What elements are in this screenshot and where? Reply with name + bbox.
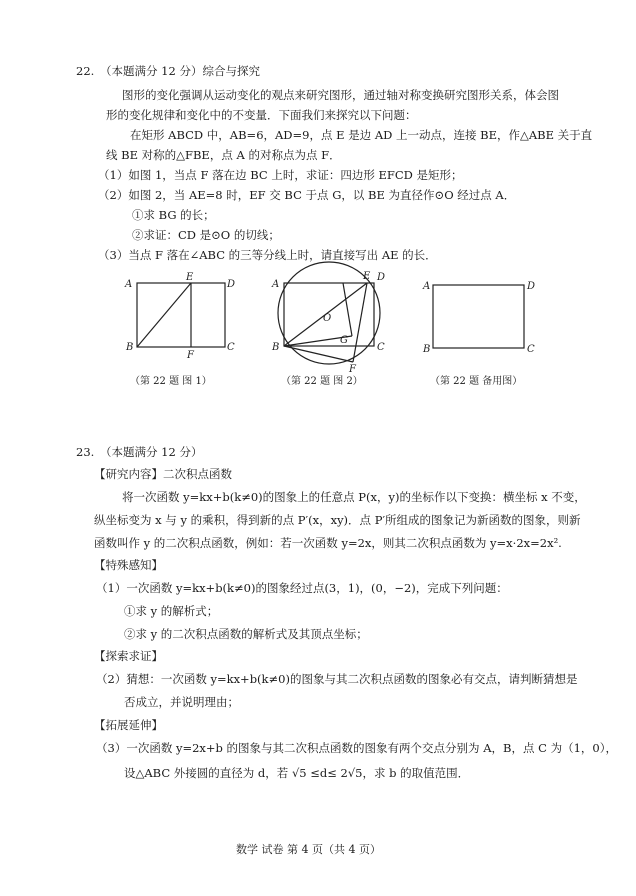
fig1-segment-be: [137, 283, 191, 347]
q22-part2-a: ①求 BG 的长；: [132, 208, 215, 222]
fig2-label-f: F: [349, 364, 356, 375]
q23-research-line1: 将一次函数 y=kx+b(k≠0)的图象上的任意点 P(x，y)的坐标作以下变换：横坐标 x 不变，: [122, 490, 586, 504]
q23-part1: （1）一次函数 y=kx+b(k≠0)的图象经过点(3，1)，(0，−2)，完成下列问题：: [96, 581, 508, 595]
fig2-segment-inner: [343, 283, 352, 336]
fig2-label-g: G: [340, 335, 348, 346]
fig2-segment-bf: [284, 346, 353, 362]
fig1-label-a: A: [125, 279, 133, 290]
fig2-label-o: O: [323, 313, 332, 324]
q22-intro-line1: 图形的变化强调从运动变化的观点来研究图形，通过轴对称变换研究图形关系，体会图: [122, 88, 559, 102]
q23-tag-research: 【研究内容】二次积点函数: [94, 467, 232, 481]
fig2-label-a: A: [272, 279, 280, 290]
figure-3: [433, 285, 524, 348]
q23-research-line3: 函数叫作 y 的二次积点函数，例如：若一次函数 y=2x，则其二次积点函数为 y=x·2x=2x².: [94, 536, 562, 550]
q22-part3: （3）当点 F 落在∠ABC 的三等分线上时，请直接写出 AE 的长．: [98, 248, 437, 262]
fig3-rectangle: [433, 285, 524, 348]
fig1-label-e: E: [186, 272, 194, 283]
fig2-caption: （第 22 题 图 2）: [281, 376, 363, 387]
fig3-caption: （第 22 题 备用图）: [430, 376, 523, 387]
fig3-label-b: B: [423, 344, 431, 355]
fig2-label-d: D: [377, 272, 386, 283]
q22-part2: （2）如图 2，当 AE=8 时，EF 交 BC 于点 G，以 BE 为直径作⊙O 经过点 A．: [98, 188, 516, 202]
fig1-rectangle: [137, 283, 225, 347]
fig3-label-c: C: [527, 344, 535, 355]
q22-setup-line1: 在矩形 ABCD 中，AB=6，AD=9，点 E 是边 AD 上一动点，连接 BE，作△ABE 关于直: [130, 128, 593, 142]
fig3-label-a: A: [423, 281, 431, 292]
fig1-label-b: B: [126, 342, 134, 353]
fig1-label-d: D: [227, 279, 236, 290]
figure-1: [137, 283, 225, 347]
q23-tag-explore: 【探索求证】: [94, 649, 163, 663]
q23-tag-extend: 【拓展延伸】: [94, 718, 163, 732]
fig2-label-e: E: [363, 271, 371, 282]
q23-part2-line2: 否成立，并说明理由；: [124, 695, 239, 709]
page-footer: 数学 试卷 第 4 页（共 4 页）: [236, 843, 381, 856]
q22-header: （本题满分 12 分）综合与探究: [100, 64, 260, 78]
q22-number: 22.: [76, 64, 95, 78]
q23-part1-a: ①求 y 的解析式；: [124, 604, 219, 618]
q22-setup-line2: 线 BE 对称的△FBE，点 A 的对称点为点 F．: [106, 148, 341, 162]
q22-part1: （1）如图 1，当点 F 落在边 BC 上时，求证：四边形 EFCD 是矩形；: [98, 168, 463, 182]
fig2-label-c: C: [377, 342, 385, 353]
fig3-label-d: D: [527, 281, 536, 292]
fig2-segment-ef: [353, 283, 367, 362]
q23-part3-line1: （3）一次函数 y=2x+b 的图象与其二次积点函数的图象有两个交点分别为 A，B，点 C 为（1，0），: [96, 741, 617, 755]
q23-number: 23.: [76, 445, 95, 459]
q23-research-line2: 纵坐标变为 x 与 y 的乘积，得到新的点 P′(x，xy)．点 P′所组成的图象记为新函数的图象，则新: [94, 513, 581, 527]
q23-part2-line1: （2）猜想：一次函数 y=kx+b(k≠0)的图象与其二次积点函数的图象必有交点，请判断猜想是: [96, 672, 578, 686]
q22-part2-b: ②求证：CD 是⊙O 的切线；: [132, 228, 280, 242]
q23-part1-b: ②求 y 的二次积点函数的解析式及其顶点坐标；: [124, 627, 368, 641]
fig1-label-c: C: [227, 342, 235, 353]
fig1-label-f: F: [187, 350, 194, 361]
fig1-caption: （第 22 题 图 1）: [130, 376, 212, 387]
q22-intro-line2: 形的变化规律和变化中的不变量．下面我们来探究以下问题：: [106, 108, 417, 122]
fig2-label-b: B: [272, 342, 280, 353]
q23-part3-line2: 设△ABC 外接圆的直径为 d，若 √5 ≤d≤ 2√5，求 b 的取值范围．: [124, 766, 470, 780]
q23-tag-special: 【特殊感知】: [94, 558, 163, 572]
q23-header: （本题满分 12 分）: [100, 445, 203, 459]
